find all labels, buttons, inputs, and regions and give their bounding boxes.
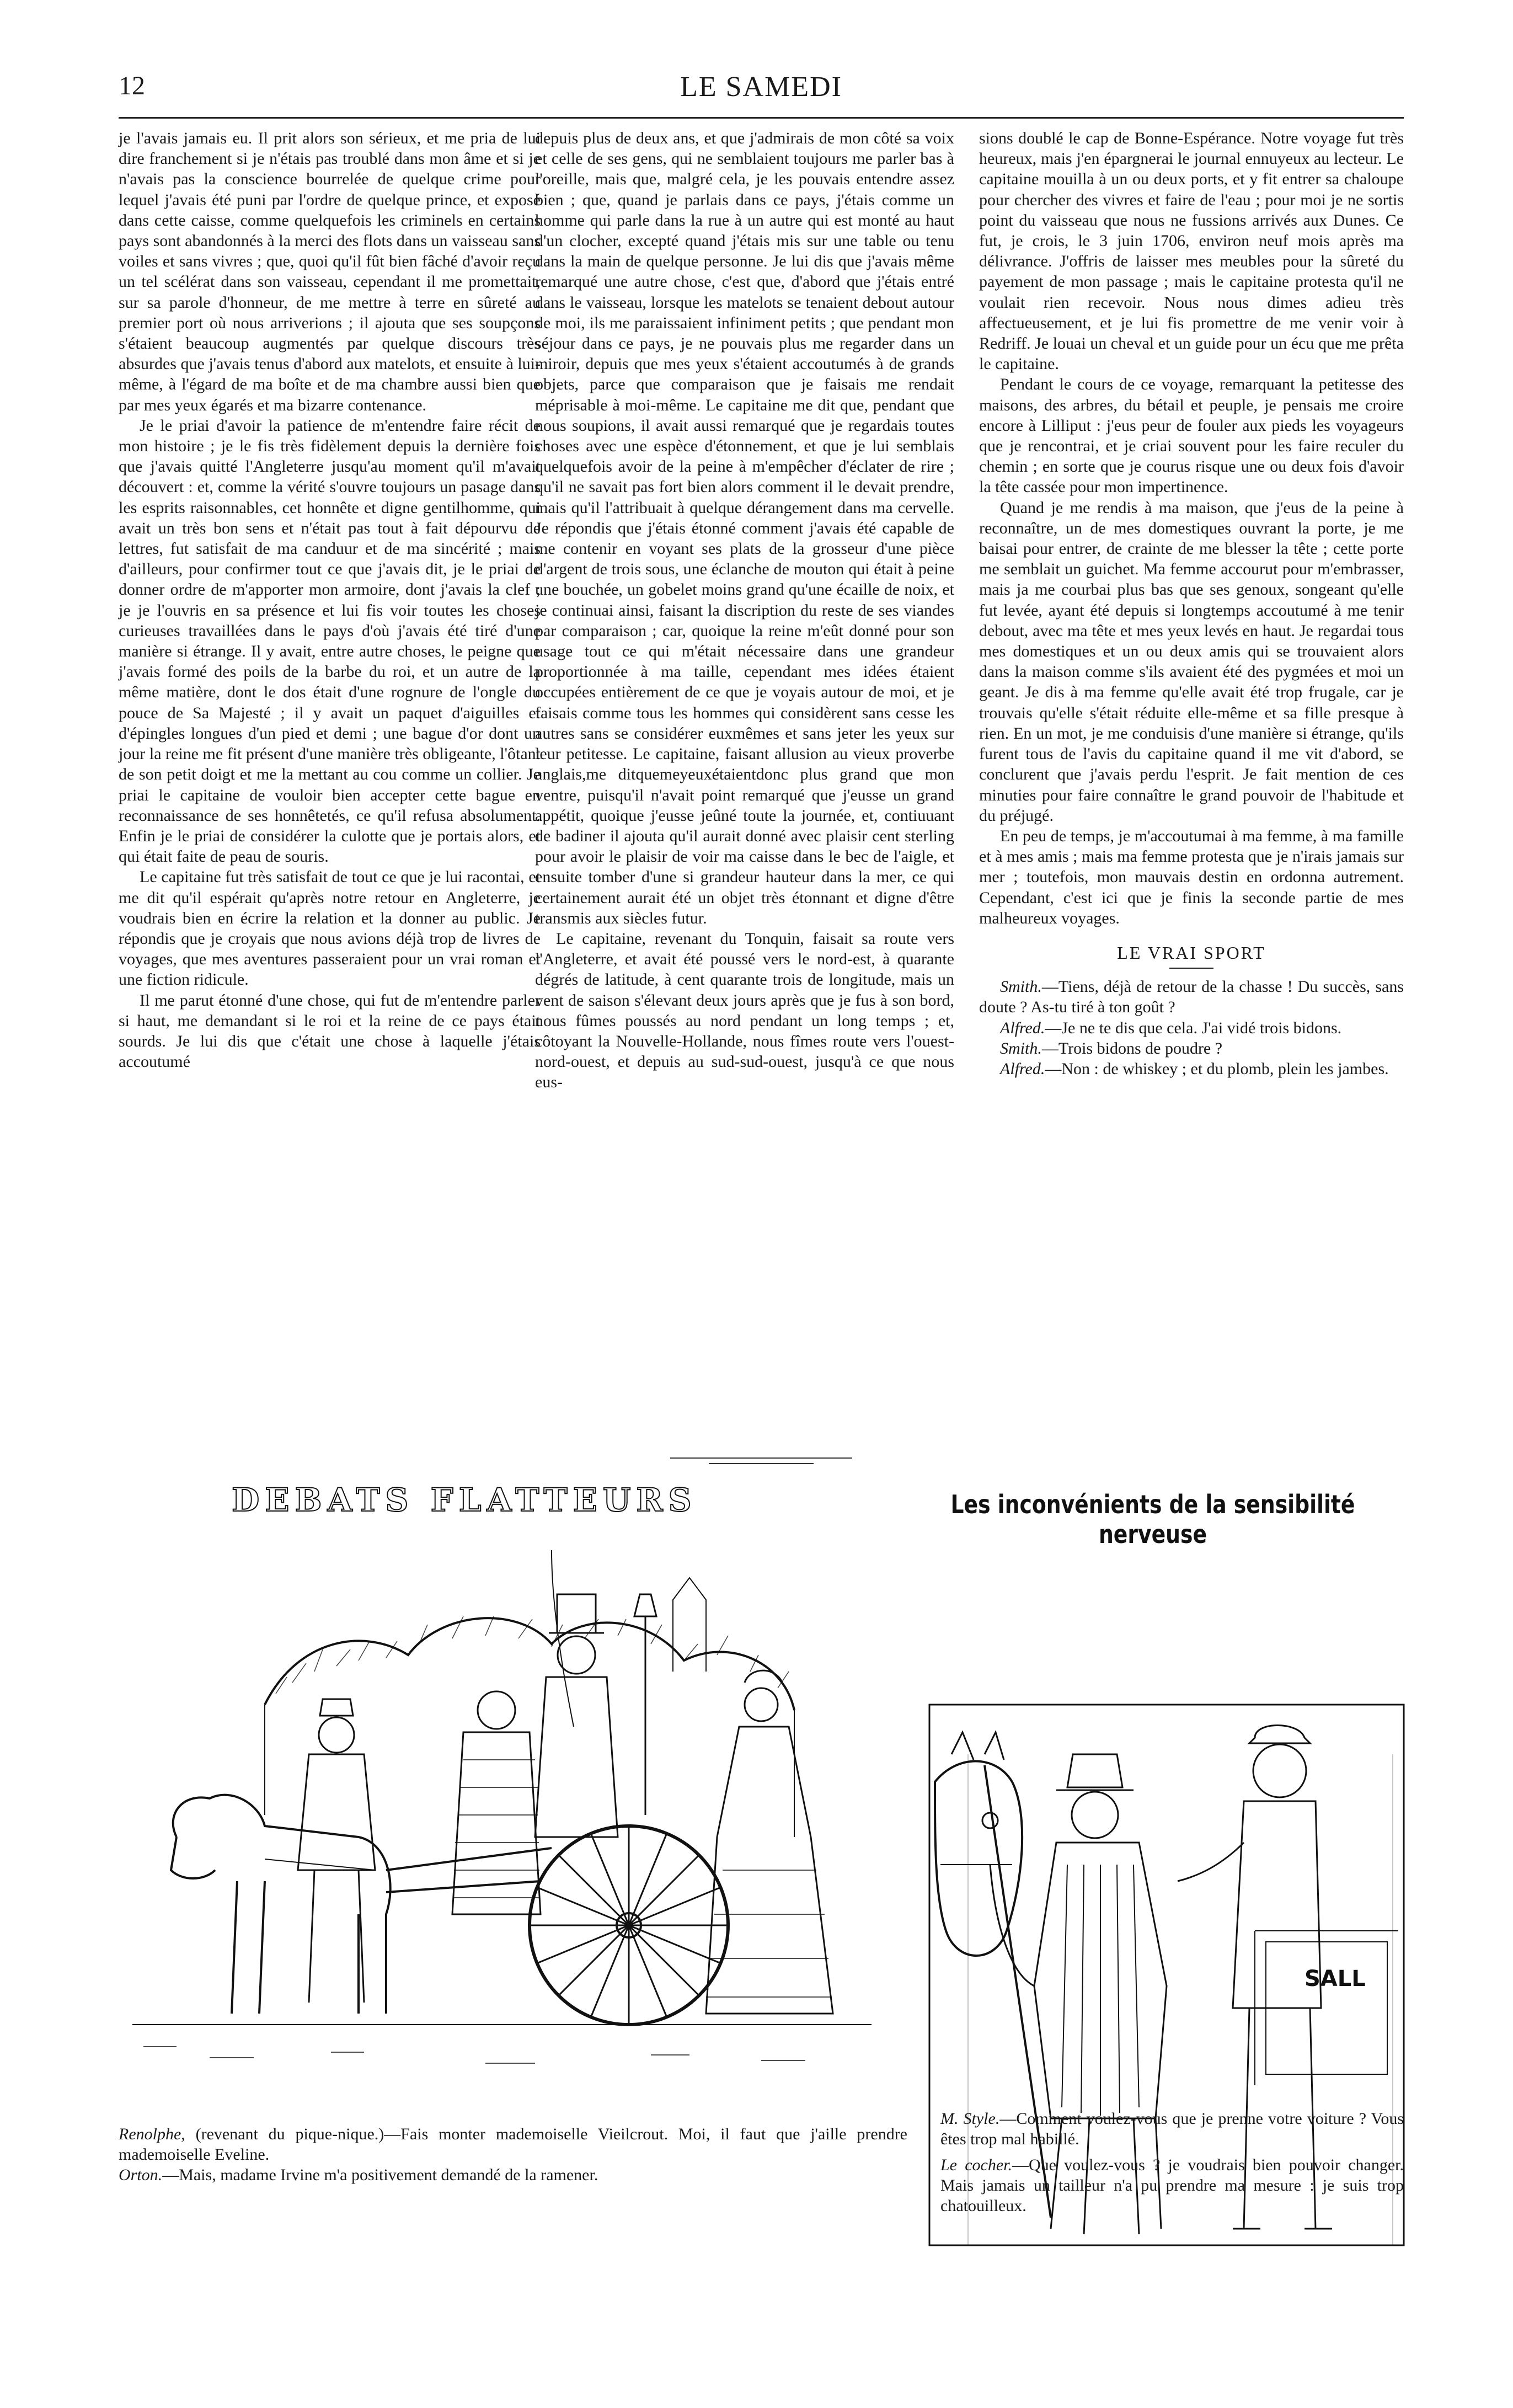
caption-text: (revenant du pique-nique.)—Fais monter mademoiselle Vieilcrout. Moi, il faut que j'aille prendre mademoiselle Eveline. bbox=[119, 2125, 907, 2164]
cartoon-right-title: Les inconvénients de la sensibilité nerveuse bbox=[950, 1489, 1355, 1549]
paragraph: Quand je me rendis à ma maison, que j'eus de la peine à reconnaître, un de mes domestiques ouvrant la porte, je me baisai pour entrer, de crainte de me blesser la tête ; cette porte me semblait un guichet. Ma femme accourut pour m'embrasser, mais ja me courbai plus bas que ses genoux, songeant qu'elle fut levée, ayant été depuis si longtemps accoutumé à me tenir debout, avec ma tête et mes yeux levés en haut. Je regardai tous mes domestiques et un ou deux amis qui se trouvaient alors dans la maison comme s'ils avaient été des pygmées et moi un geant. Je dis à ma femme qu'elle avait été trop frugale, car je trouvais qu'elle s'était réduite elle-même et sa fille presque à rien. En un mot, je me conduisis d'une manière si étrange, qu'ils furent tous de l'avis du capitaine quand il me vit d'abord, se conclurent que j'avais perdu l'esprit. Je fait mention de ces minuties pour faire connaître le grand pouvoir de l'habitude et du préjugé. bbox=[979, 498, 1404, 825]
dialogue-line bbox=[979, 976, 1404, 1017]
carriage-illustration bbox=[99, 1528, 894, 2116]
paragraph: Le capitaine, revenant du Tonquin, faisait sa route vers l'Angleterre, et avait été poussé vers le nord-est, à quarante dégrés de latitude, à cent quarante trois de longitude, mais un vent de saison s'élevant deux jours après que je fus à son bord, nous fûmes poussés au nord pendant un long temps ; et, côtoyant la Nouvelle-Hollande, nous fîmes route vers l'ouest-nord-ouest, et depuis au sud-sud-ouest, jusqu'à ce que nous eus- bbox=[535, 929, 954, 1092]
paragraph: je l'avais jamais eu. Il prit alors son sérieux, et me pria de lui dire franchement si je n'étais pas troublé dans mon âme et si je n'avais pas la conscience bourrelée de quelque crime pour lequel j'avais été puni par l'ordre de quelque prince, et exposé dans cette caisse, comme quelquefois les criminels en certains pays sont abandonnés à la merci des flots dans un vaisseau sans voiles et sans vivres ; que, quoi qu'il fût bien fâché d'avoir reçu un tel scélérat dans son vaisseau, cependant il me promettait, sur sa parole d'honneur, de me mettre à terre en sûreté au premier port où nous arriverions ; il ajouta que ses soupçons s'étaient beaucoup augmentés par quelque discours très absurdes que j'avais tenus d'abord aux matelots, et ensuite à lui-même, à l'égard de ma boîte et de ma chambre aussi bien que par mes yeux égarés et ma bizarre contenance. bbox=[119, 129, 541, 414]
vrai-sport-rule bbox=[1169, 968, 1213, 969]
journal-title: LE SAMEDI bbox=[680, 71, 842, 103]
caption-line bbox=[940, 2108, 1404, 2149]
page-number: 12 bbox=[119, 71, 145, 100]
sign-text: SALL bbox=[1305, 1966, 1366, 1991]
section-divider bbox=[709, 1463, 814, 1464]
text-column-3 bbox=[979, 128, 1404, 1079]
paragraph: sions doublé le cap de Bonne-Espérance. Notre voyage fut très heureux, mais j'en épargnerai le journal ennuyeux au lecteur. Le capitaine mouilla à un ou deux ports, et y fit entrer sa chaloupe pour chercher des vivres et faire de l'eau ; pour moi je ne sortis point du vaisseau que nous ne fussions arrivés aux Dunes. Ce fut, je crois, le 3 juin 1706, environ neuf mois après ma délivrance. J'offris de laisser mes meubles pour la sûreté du payement de mon passage ; mais le capitaine protesta qu'il ne voulait rien recevoir. Nous nous dimes adieu très affectueusement, et je lui fis promettre de me venir voir à Redriff. Je louai un cheval et un guide pour un écu que me prêta le capitaine. bbox=[979, 129, 1404, 373]
speaker: Renolphe, bbox=[119, 2125, 185, 2143]
text-column-1 bbox=[119, 128, 541, 1072]
speaker: Orton. bbox=[119, 2166, 163, 2184]
speaker: M. Style. bbox=[940, 2110, 1000, 2128]
paragraph: Pendant le cours de ce voyage, remarquant la petitesse des maisons, des arbres, du bétail et peuple, je pensais me croire encore à Lilliput : j'eus peur de fouler aux pieds les voyageurs que je rencontrai, et je criai souvent pour les faire reculer du chemin ; en sorte que je courus risque une ou deux fois d'avoir la tête cassée pour mon impertinence. bbox=[979, 375, 1404, 496]
caption-text: —Comment voulez-vous que je prenne votre voiture ? Vous êtes trop mal habillé. bbox=[940, 2110, 1404, 2148]
cartoon-left-title: DEBATS FLATTEURS bbox=[232, 1481, 697, 1519]
text-column-2 bbox=[535, 128, 954, 1093]
vrai-sport-title: LE VRAI SPORT bbox=[1117, 942, 1266, 963]
dialogue-text: —Tiens, déjà de retour de la chasse ! Du succès, sans doute ? As-tu tiré à ton goût ? bbox=[979, 978, 1404, 1017]
speaker: Alfred. bbox=[1000, 1018, 1045, 1037]
caption-line bbox=[119, 2165, 907, 2185]
paragraph: depuis plus de deux ans, et que j'admirais de mon côté sa voix et celle de ses gens, qui ne semblaient toujours me parler bas à l'oreille, mais que, malgré cela, je les pouvais entendre assez bien ; que, quand je parlais dans ce pays, j'étais comme un homme qui parle dans la rue à un autre qui est monté au haut d'un clocher, excepté quand j'étais mis sur une table ou tenu dans la main de quelque personne. Je lui dis que j'avais même remarqué une autre chose, c'est que, d'abord que j'étais entré dans le vaisseau, lorsque les matelots se tenaient debout autour de moi, ils me paraissaient infiniment petits ; que pendant mon séjour dans ce pays, je ne pouvais plus me regarder dans un miroir, depuis que mes yeux s'étaient accoutumés à de grands objets, parce que comparaison que je faisais me rendait méprisable à moi-même. Le capitaine me dit que, pendant que nous soupions, il avait aussi remarqué que je regardais toutes choses avec une espèce d'étonnement, et que je lui semblais quelquefois avoir de la peine à m'empêcher d'éclater de rire ; qu'il ne savait pas fort bien alors comment il le devait prendre, mais qu'il l'attribuait à quelque dérangement dans ma cervelle. Je répondis que j'étais étonné comment j'avais été capable de me contenir en voyant ses plats de la grosseur d'une pièce d'argent de trois sous, une éclanche de mouton qui était à peine une bouchée, un gobelet moins grand qu'une écaille de noix, et je continuai ainsi, faisant la discription du reste de ses viandes par comparaison ; car, quoique la reine m'eût donné pour son usage tout ce qui m'était nécessaire dans une grandeur proportionnée à ma taille, cependant mes idées étaient occupées entièrement de ce que je voyais autour de moi, et je faisais comme tous les hommes qui considèrent sans cesse les autres sans se considérer euxmêmes et sans jeter les yeux sur leur petitesse. Le capitaine, faisant allusion au vieux proverbe anglais,me ditquemeyeuxétaientdonc plus grand que mon ventre, puisqu'il n'avait point remarqué que j'eusse un grand appétit, quoique j'eusse jeûné toute la journée, et, contiuuant de badiner il ajouta qu'il aurait donné avec plaisir cent sterling pour avoir le plaisir de voir ma caisse dans le bec de l'aigle, et ensuite tomber d'une si grandeur hauteur dans la mer, ce qui certainement aurait été un objet très étonnant et digne d'être transmis aux siècles futur. bbox=[535, 129, 954, 927]
dialogue-text: —Non : de whiskey ; et du plomb, plein les jambes. bbox=[1045, 1059, 1389, 1078]
section-divider bbox=[670, 1457, 852, 1459]
dialogue-text: —Je ne te dis que cela. J'ai vidé trois bidons. bbox=[1045, 1018, 1342, 1037]
paragraph: Je le priai d'avoir la patience de m'entendre faire récit de mon histoire ; je le fis très fidèlement depuis la dernière fois que j'avais quitté l'Angleterre jusqu'au moment qu'il m'avait découvert : et, comme la vérité s'ouvre toujours un pasage dans les esprits raisonnables, cet honnête et digne gentilhomme, qui avait un très bon sens et n'était pas tout à fait dépourvu de lettres, fut satisfait de ma canduur et de ma sincérité ; mais d'ailleurs, pour confirmer tout ce que j'avais dit, je le priai de donner ordre de m'apporter mon armoire, dont j'avais la clef ; je je l'ouvris en sa présence et lui fis voir toutes les choses curieuses travaillées dans le pays d'où j'avais été tiré d'une manière si étrange. Il y avait, entre autre choses, le peigne que j'avais formé des poils de la barbe du roi, et un autre de la même matière, dont le dos était d'une rognure de l'ongle du pouce de Sa Majesté ; il y avait un paquet d'aiguilles et d'épingles longues d'un pied et demi ; une bague d'or dont un jour la reine me fit présent d'une manière très obligeante, l'ôtant de son petit doigt et me la mettant au cou comme un collier. Je priai le capitaine de vouloir bien accepter cette bague en reconnaissance de ses honnêtetés, ce qu'il refusa absolument. Enfin je le priai de considérer la culotte que je portais alors, et qui était faite de peau de souris. bbox=[119, 416, 541, 866]
caption-text: —Mais, madame Irvine m'a positivement demandé de la ramener. bbox=[162, 2166, 598, 2184]
caption-text: —Que voulez-vous ? je voudrais bien pouvoir changer. Mais jamais un tailleur n'a pu prendre ma mesure : je suis trop chatouilleux. bbox=[940, 2156, 1404, 2215]
dialogue-line bbox=[979, 1018, 1404, 1038]
speaker: Smith. bbox=[1000, 1039, 1042, 1058]
dialogue-text: —Trois bidons de poudre ? bbox=[1041, 1039, 1223, 1058]
dialogue-line bbox=[979, 1038, 1404, 1059]
dialogue-line bbox=[979, 1059, 1404, 1079]
speaker: Smith. bbox=[1000, 978, 1042, 996]
coachman-illustration bbox=[924, 1542, 1409, 2408]
paragraph: Il me parut étonné d'une chose, qui fut de m'entendre parler si haut, me demandant si le roi et la reine de ce pays était sourds. Je lui dis que c'était une chose à laquelle j'étais accoutumé bbox=[119, 991, 541, 1071]
cartoon-left-caption bbox=[119, 2124, 907, 2185]
paragraph: Le capitaine fut très satisfait de tout ce que je lui racontai, et me dit qu'il espérait qu'après notre retour en Angleterre, je voudrais bien en écrire la relation et la donner au public. Je répondis que je croyais que nous avions déjà trop de livres de voyages, que mes aventures passeraient pour un vrai roman et une fiction ridicule. bbox=[119, 868, 541, 989]
speaker: Le cocher. bbox=[940, 2156, 1012, 2174]
caption-line bbox=[940, 2155, 1404, 2216]
page-header bbox=[119, 71, 1404, 109]
paragraph: En peu de temps, je m'accoutumai à ma femme, à ma famille et à mes amis ; mais ma femme protesta que je n'irais jamais sur mer ; toutefois, mon mauvais destin en ordonna autrement. Cependant, c'est ici que je finis la seconde partie de mes malheureux voyages. bbox=[979, 826, 1404, 927]
cartoon-right-caption bbox=[940, 2108, 1404, 2216]
caption-line bbox=[119, 2124, 907, 2165]
speaker: Alfred. bbox=[1000, 1059, 1045, 1078]
header-rule bbox=[119, 117, 1404, 119]
